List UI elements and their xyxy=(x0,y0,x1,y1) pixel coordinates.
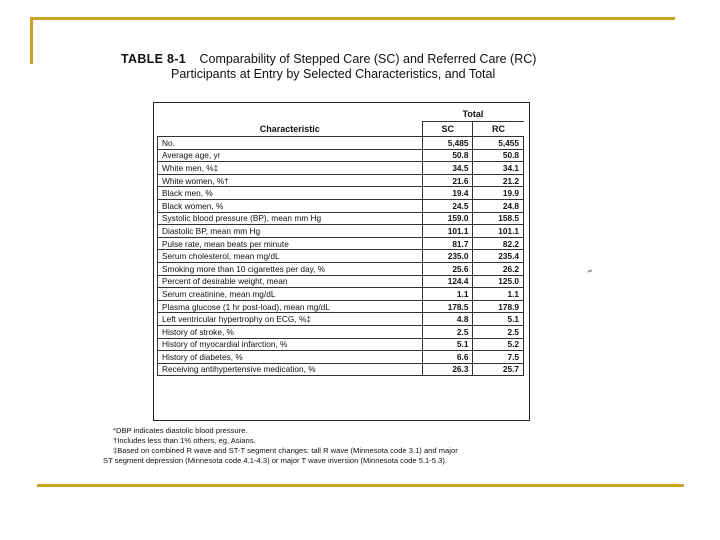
row-rc-value: 101.1 xyxy=(473,225,524,238)
table-row xyxy=(158,212,524,225)
table-number: TABLE 8-1 xyxy=(121,52,186,66)
row-sc-value: 21.6 xyxy=(422,174,473,187)
table-row xyxy=(158,174,524,187)
table-column-header-row xyxy=(158,122,524,137)
characteristics-table xyxy=(157,107,524,376)
table-title xyxy=(121,52,591,82)
row-sc-value: 124.4 xyxy=(422,275,473,288)
row-characteristic: No. xyxy=(158,137,423,150)
table-group-header-row xyxy=(158,107,524,122)
table-row xyxy=(158,149,524,162)
footnote-dbp: *DBP indicates diastolic blood pressure. xyxy=(113,426,248,435)
row-characteristic: Black men, % xyxy=(158,187,423,200)
table-row xyxy=(158,137,524,150)
row-rc-value: 21.2 xyxy=(473,174,524,187)
row-sc-value: 24.5 xyxy=(422,199,473,212)
row-rc-value: 235.4 xyxy=(473,250,524,263)
row-characteristic: Plasma glucose (1 hr post-load), mean mg/dL xyxy=(158,300,423,313)
slide-frame-left xyxy=(30,17,33,64)
row-sc-value: 81.7 xyxy=(422,237,473,250)
row-characteristic: Left ventricular hypertrophy on ECG, %‡ xyxy=(158,313,423,326)
row-rc-value: 125.0 xyxy=(473,275,524,288)
footnote-based-line1: ‡Based on combined R wave and ST-T segment changes: tall R wave (Minnesota code 3.1) and major xyxy=(113,446,458,455)
footnote-based-line2: ST segment depression (Minnesota code 4.1-4.3) or major T wave inversion (Minnesota code 5.1-5.3). xyxy=(103,456,448,465)
table-title-line1: Comparability of Stepped Care (SC) and Referred Care (RC) xyxy=(199,52,537,66)
row-rc-value: 34.1 xyxy=(473,162,524,175)
row-characteristic: Percent of desirable weight, mean xyxy=(158,275,423,288)
row-sc-value: 25.6 xyxy=(422,262,473,275)
table-row xyxy=(158,363,524,376)
row-characteristic: History of myocardial infarction, % xyxy=(158,338,423,351)
row-sc-value: 101.1 xyxy=(422,225,473,238)
table-row xyxy=(158,199,524,212)
row-characteristic: Smoking more than 10 cigarettes per day, % xyxy=(158,262,423,275)
table-row xyxy=(158,250,524,263)
total-group-header: Total xyxy=(422,107,523,122)
table-row xyxy=(158,262,524,275)
row-rc-value: 7.5 xyxy=(473,351,524,364)
table-row xyxy=(158,300,524,313)
row-rc-value: 5.1 xyxy=(473,313,524,326)
row-sc-value: 50.8 xyxy=(422,149,473,162)
row-sc-value: 178.5 xyxy=(422,300,473,313)
row-characteristic: History of diabetes, % xyxy=(158,351,423,364)
table-row xyxy=(158,237,524,250)
column-header-characteristic: Characteristic xyxy=(158,122,423,137)
row-sc-value: 5.1 xyxy=(422,338,473,351)
slide-frame-top xyxy=(30,17,675,20)
table-row xyxy=(158,288,524,301)
row-characteristic: Serum cholesterol, mean mg/dL xyxy=(158,250,423,263)
row-sc-value: 1.1 xyxy=(422,288,473,301)
row-sc-value: 19.4 xyxy=(422,187,473,200)
row-rc-value: 158.5 xyxy=(473,212,524,225)
row-rc-value: 25.7 xyxy=(473,363,524,376)
footnotes xyxy=(103,426,603,466)
table-row xyxy=(158,313,524,326)
row-characteristic: Serum creatinine, mean mg/dL xyxy=(158,288,423,301)
row-sc-value: 6.6 xyxy=(422,351,473,364)
table-row xyxy=(158,325,524,338)
table-title-line2: Participants at Entry by Selected Characteristics, and Total xyxy=(171,67,496,81)
table-body xyxy=(158,137,524,376)
row-sc-value: 34.5 xyxy=(422,162,473,175)
row-characteristic: Average age, yr xyxy=(158,149,423,162)
row-characteristic: Pulse rate, mean beats per minute xyxy=(158,237,423,250)
row-rc-value: 2.5 xyxy=(473,325,524,338)
slide-frame-bottom xyxy=(37,484,684,487)
column-header-sc: SC xyxy=(422,122,473,137)
table-row xyxy=(158,162,524,175)
scan-speck xyxy=(588,269,592,272)
row-characteristic: Black women, % xyxy=(158,199,423,212)
row-characteristic: White women, %† xyxy=(158,174,423,187)
row-sc-value: 2.5 xyxy=(422,325,473,338)
empty-header-cell xyxy=(158,107,423,122)
row-sc-value: 159.0 xyxy=(422,212,473,225)
table-row xyxy=(158,338,524,351)
row-sc-value: 5,485 xyxy=(422,137,473,150)
row-sc-value: 4.8 xyxy=(422,313,473,326)
row-sc-value: 235.0 xyxy=(422,250,473,263)
footnote-includes: †Includes less than 1% others, eg, Asians. xyxy=(113,436,256,445)
row-rc-value: 178.9 xyxy=(473,300,524,313)
row-rc-value: 19.9 xyxy=(473,187,524,200)
table-row xyxy=(158,225,524,238)
row-characteristic: Receiving antihypertensive medication, % xyxy=(158,363,423,376)
row-sc-value: 26.3 xyxy=(422,363,473,376)
row-rc-value: 50.8 xyxy=(473,149,524,162)
row-characteristic: History of stroke, % xyxy=(158,325,423,338)
row-rc-value: 5,455 xyxy=(473,137,524,150)
row-rc-value: 1.1 xyxy=(473,288,524,301)
table-row xyxy=(158,351,524,364)
row-rc-value: 26.2 xyxy=(473,262,524,275)
table-container xyxy=(153,102,530,421)
row-rc-value: 24.8 xyxy=(473,199,524,212)
row-rc-value: 5.2 xyxy=(473,338,524,351)
row-characteristic: White men, %‡ xyxy=(158,162,423,175)
row-characteristic: Systolic blood pressure (BP), mean mm Hg xyxy=(158,212,423,225)
row-characteristic: Diastolic BP, mean mm Hg xyxy=(158,225,423,238)
row-rc-value: 82.2 xyxy=(473,237,524,250)
table-row xyxy=(158,187,524,200)
table-row xyxy=(158,275,524,288)
column-header-rc: RC xyxy=(473,122,524,137)
